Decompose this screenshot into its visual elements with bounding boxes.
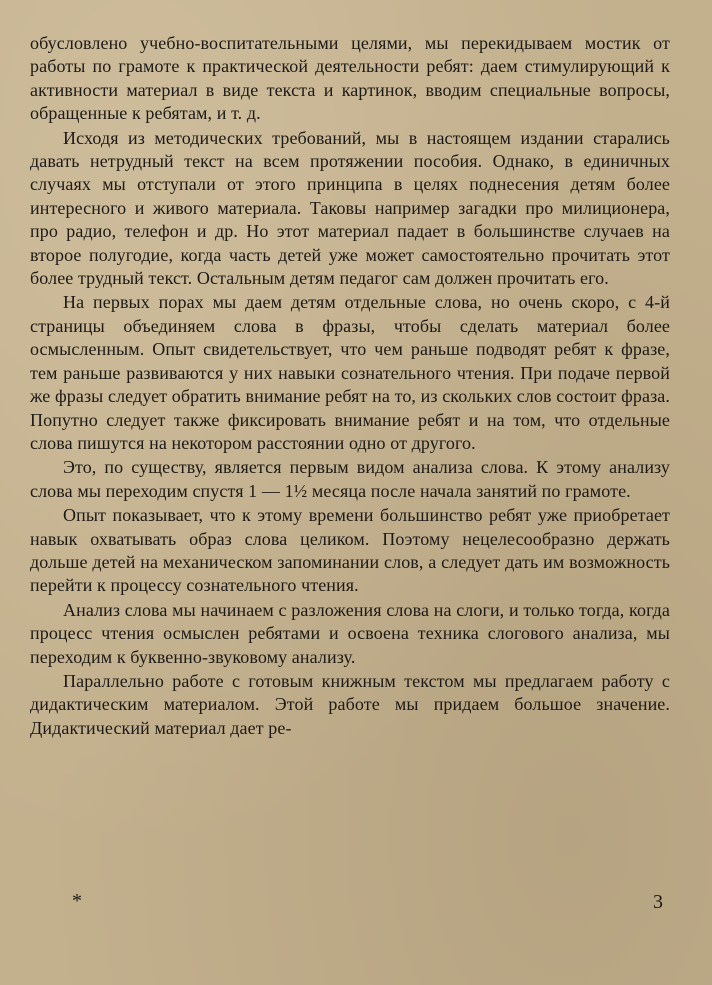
paragraph-3: На первых порах мы даем детям отдельные слова, но очень скоро, с 4-й страницы объединяем слова в фразы, чтобы сделать материал более осмысленным. Опыт свидетельствует, что чем раньше подводят ребят к фразе, тем раньше развиваются у них навыки сознательного чтения. При подаче первой же фразы следует обратить внимание ребят на то, из скольких слов состоит фраза. Попутно следует также фиксировать внимание ребят и на том, что отдельные слова пишутся на некотором расстоянии одно от другого. (30, 292, 670, 453)
body-text (30, 32, 670, 740)
paragraph-2: Исходя из методических требований, мы в настоящем издании старались давать нетрудный текст на всем протяжении пособия. Однако, в единичных случаях мы отступали от этого принципа в целях поднесения детям более интересного и живого материала. Таковы например загадки про милиционера, про радио, телефон и др. Но этот материал падает в большинстве случаев на второе полугодие, когда часть детей уже может самостоятельно прочитать этот более трудный текст. Остальным детям педагог сам должен прочитать его. (30, 127, 670, 289)
paragraph-5: Опыт показывает, что к этому времени большинство ребят уже приобретает навык охватывать образ слова целиком. Поэтому нецелесообразно держать дольше детей на механическом запоминании слов, а следует дать им возможность перейти к процессу сознательного чтения. (30, 505, 670, 596)
paragraph-7: Параллельно работе с готовым книжным текстом мы предлагаем работу с дидактическим материалом. Этой работе мы придаем большое значение. Дидактический материал дает ре- (30, 670, 670, 738)
paragraph-6: Анализ слова мы начинаем с разложения слова на слоги, и только тогда, когда процесс чтения осмыслен ребятами и освоена техника слогового анализа, мы переходим к буквенно-звуковому анализу. (30, 599, 670, 667)
paragraph-1: обусловлено учебно-воспитательными целями, мы перекидываем мостик от работы по грамоте к практической деятельности ребят: даем стимулирующий к активности материал в виде текста и картинок, вводим специальные вопросы, обращенные к ребятам, и т. д. (30, 33, 670, 124)
page-number: 3 (653, 891, 663, 913)
paragraph-4: Это, по существу, является первым видом анализа слова. К этому анализу слова мы переходим спустя 1 — 1½ месяца после начала занятий по грамоте. (30, 457, 670, 501)
footer-asterisk: * (72, 890, 82, 912)
